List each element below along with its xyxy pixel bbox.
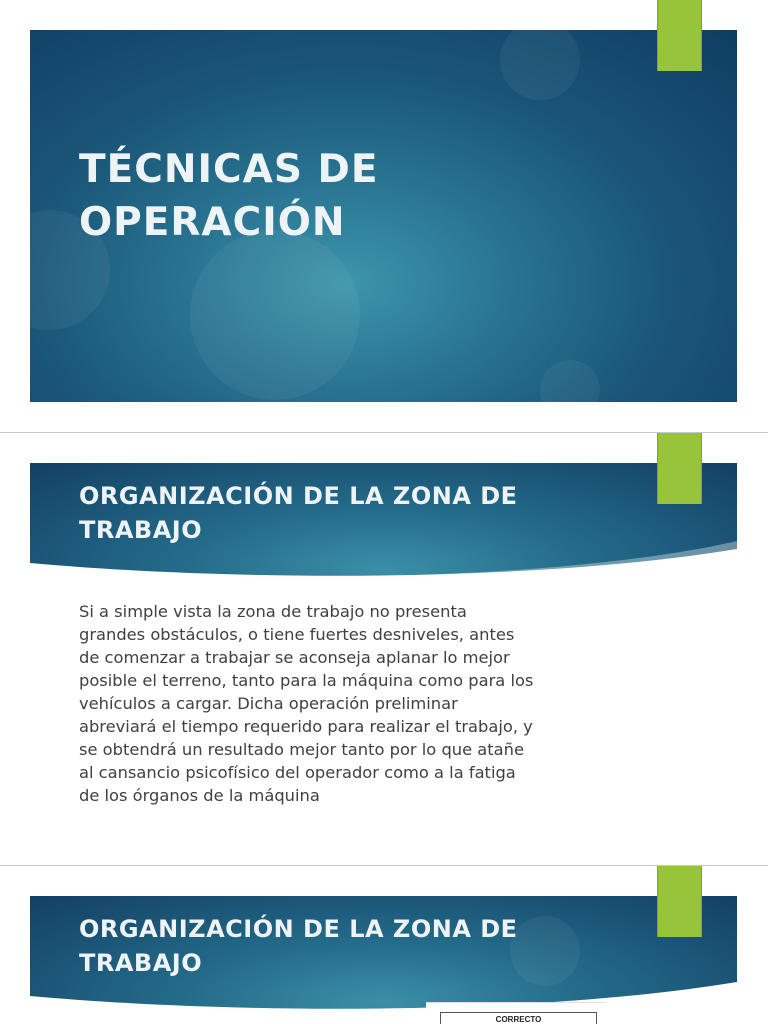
accent-bar bbox=[657, 433, 702, 504]
image-label: CORRECTO bbox=[440, 1012, 597, 1024]
title-line-1: TÉCNICAS DE bbox=[79, 147, 379, 192]
body-paragraph: Si a simple vista la zona de trabajo no presenta grandes obstáculos, o tiene fuertes desniveles, antes de comenzar a trabajar se aconseja aplanar lo mejor posible el terreno, tanto para la máquina como para los vehículos a cargar. Dicha operación preliminar abreviará el tiempo requerido para realizar el trabajo, y se obtendrá un resultado mejor tanto por lo que atañe al cansancio psicofísico del operador como a la fatiga de los órganos de la máquina bbox=[79, 602, 534, 805]
accent-bar bbox=[657, 0, 702, 71]
slide-content bbox=[0, 433, 768, 865]
section-title-line-2: TRABAJO bbox=[79, 949, 203, 977]
section-title-line-2: TRABAJO bbox=[79, 516, 203, 544]
section-title bbox=[79, 479, 518, 547]
band-curve bbox=[30, 974, 737, 1014]
slide-content-2 bbox=[0, 866, 768, 1024]
accent-bar bbox=[657, 866, 702, 937]
title-line-2: OPERACIÓN bbox=[79, 200, 346, 245]
section-title-line-1: ORGANIZACIÓN DE LA ZONA DE bbox=[79, 915, 518, 943]
section-title-line-1: ORGANIZACIÓN DE LA ZONA DE bbox=[79, 482, 518, 510]
slide-title bbox=[0, 0, 768, 432]
band-curve bbox=[30, 541, 737, 581]
section-title bbox=[79, 912, 518, 980]
slide-title-text bbox=[79, 143, 379, 249]
